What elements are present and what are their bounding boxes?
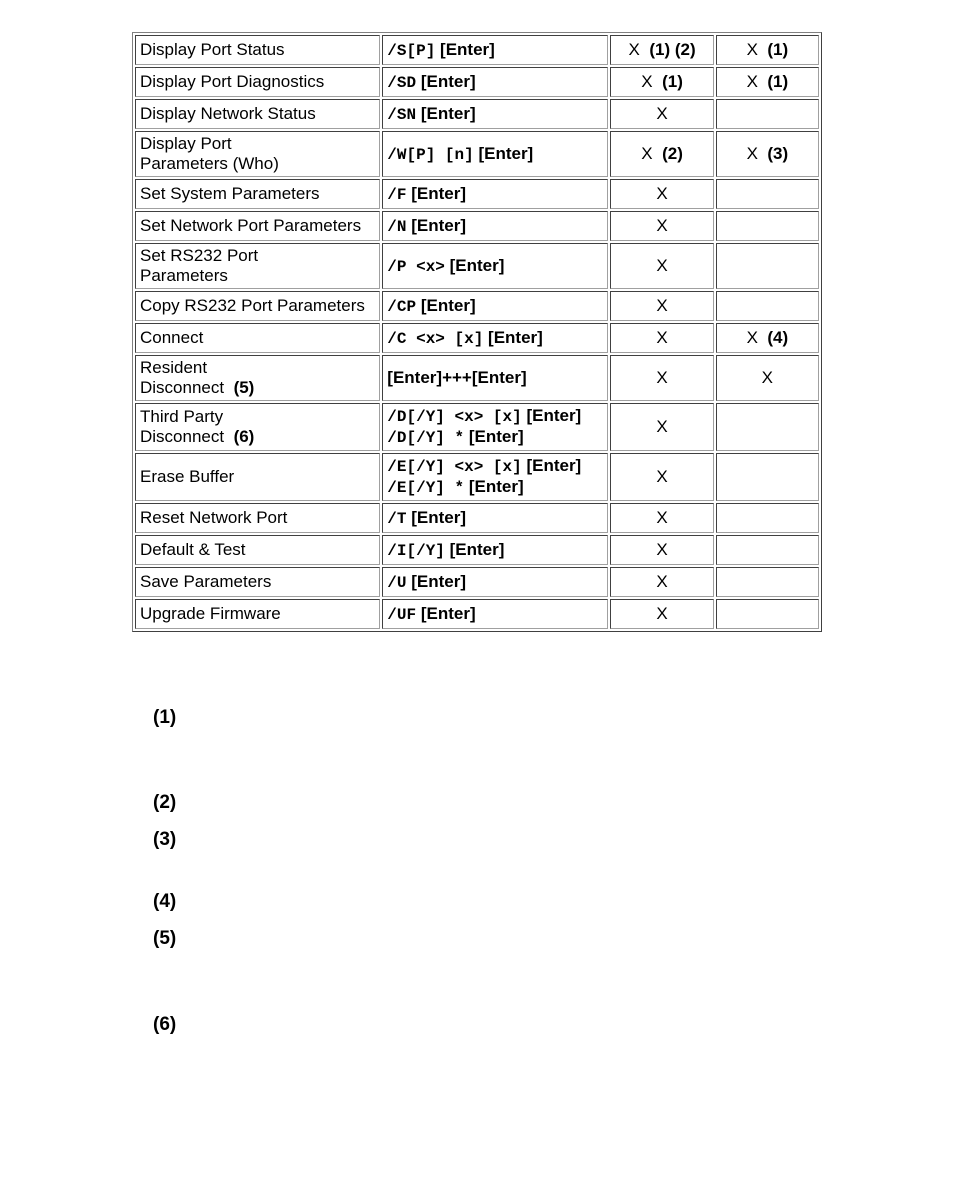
footnote-ref: (2)	[662, 144, 683, 163]
command-cell	[382, 535, 608, 565]
command-line	[387, 216, 603, 237]
table-row	[135, 323, 819, 353]
table-row	[135, 291, 819, 321]
mark: X	[656, 104, 668, 123]
column-a-cell	[610, 99, 713, 129]
function-cell	[135, 35, 380, 65]
function-label: Resident	[140, 358, 208, 377]
column-b-cell	[716, 323, 819, 353]
column-b-cell	[716, 503, 819, 533]
column-a-cell	[610, 131, 713, 177]
mark: X	[746, 144, 758, 163]
footnote-ref: (1)	[662, 72, 683, 91]
footnote-ref: (1) (2)	[649, 40, 696, 59]
command-key: [Enter]	[416, 71, 476, 91]
command-syntax: /N	[387, 217, 407, 236]
table-row	[135, 403, 819, 451]
column-a-cell	[610, 535, 713, 565]
function-label	[140, 378, 375, 398]
table-row	[135, 503, 819, 533]
command-syntax: /I[/Y]	[387, 541, 445, 560]
column-b-cell	[716, 35, 819, 65]
function-label: Set System Parameters	[140, 184, 320, 203]
command-syntax: /D[/Y] <x> [x]	[387, 408, 522, 426]
function-label: Parameters (Who)	[140, 154, 279, 173]
command-key: [Enter]	[435, 39, 495, 59]
command-line	[387, 256, 603, 277]
function-label: Display Port	[140, 134, 232, 153]
function-cell	[135, 453, 380, 501]
function-label: Display Port Diagnostics	[140, 72, 325, 91]
function-cell	[135, 243, 380, 289]
column-b-cell	[716, 211, 819, 241]
command-syntax: /T	[387, 509, 407, 528]
command-line	[387, 456, 603, 477]
function-cell	[135, 355, 380, 401]
mark: X	[656, 540, 668, 559]
column-b-cell	[716, 567, 819, 597]
column-a-cell	[610, 323, 713, 353]
function-label: Parameters	[140, 266, 228, 285]
mark: X	[641, 72, 653, 91]
command-syntax: /UF	[387, 605, 417, 624]
command-cell	[382, 403, 608, 451]
table-row	[135, 99, 819, 129]
command-cell	[382, 567, 608, 597]
column-b-cell	[716, 453, 819, 501]
function-label: Erase Buffer	[140, 467, 235, 486]
column-b-cell	[716, 131, 819, 177]
mark: X	[656, 256, 668, 275]
mark: X	[656, 572, 668, 591]
mark: X	[628, 40, 640, 59]
command-line	[387, 540, 603, 561]
column-a-cell	[610, 599, 713, 629]
footnote-label: (3)	[153, 829, 177, 850]
function-label	[140, 427, 375, 447]
column-b-cell	[716, 291, 819, 321]
column-b-cell	[716, 403, 819, 451]
function-cell	[135, 67, 380, 97]
table-row	[135, 35, 819, 65]
mark: X	[656, 368, 668, 387]
command-line	[387, 368, 603, 388]
table-row	[135, 599, 819, 629]
command-key: [Enter]	[406, 507, 466, 527]
footnote-ref: (3)	[767, 144, 789, 163]
command-cell	[382, 67, 608, 97]
column-b-cell	[716, 67, 819, 97]
function-cell	[135, 131, 380, 177]
footnote-label: (1)	[153, 707, 177, 728]
command-cell	[382, 179, 608, 209]
footnote-label: (4)	[153, 891, 177, 912]
function-label: Set Network Port Parameters	[140, 216, 362, 235]
function-cell	[135, 179, 380, 209]
command-line	[387, 40, 603, 61]
command-key: [Enter]	[464, 477, 524, 496]
command-cell	[382, 503, 608, 533]
table-row	[135, 243, 819, 289]
command-key: [Enter]	[416, 295, 476, 315]
command-line	[387, 328, 603, 349]
footnote-ref: (4)	[767, 328, 789, 347]
command-table	[132, 32, 822, 632]
command-line	[387, 406, 603, 427]
mark: X	[761, 368, 774, 387]
function-cell	[135, 323, 380, 353]
command-cell	[382, 291, 608, 321]
column-b-cell	[716, 243, 819, 289]
function-cell	[135, 535, 380, 565]
command-line	[387, 427, 603, 448]
mark: X	[656, 184, 668, 203]
function-cell	[135, 403, 380, 451]
command-line	[387, 144, 603, 165]
command-key: [Enter]	[521, 406, 582, 425]
command-line	[387, 184, 603, 205]
function-label: Copy RS232 Port Parameters	[140, 296, 365, 315]
function-label-text: Disconnect	[140, 427, 225, 446]
column-a-cell	[610, 453, 713, 501]
command-key: [Enter]	[483, 327, 543, 347]
command-key: [Enter]	[406, 183, 466, 203]
table-row	[135, 535, 819, 565]
command-syntax: /E[/Y] <x> [x]	[387, 458, 522, 476]
column-a-cell	[610, 67, 713, 97]
column-a-cell	[610, 403, 713, 451]
command-syntax: /U	[387, 573, 407, 592]
command-syntax: /SN	[387, 105, 417, 124]
command-syntax: /S[P]	[387, 41, 436, 60]
mark: X	[641, 144, 653, 163]
mark: X	[656, 604, 668, 623]
command-syntax: /CP	[387, 297, 417, 316]
column-b-cell	[716, 355, 819, 401]
command-cell	[382, 131, 608, 177]
command-key: [Enter]	[464, 427, 524, 446]
command-cell	[382, 243, 608, 289]
table-row	[135, 179, 819, 209]
footnote-ref: (1)	[767, 72, 789, 91]
function-label: Upgrade Firmware	[140, 604, 281, 623]
command-syntax: /C <x> [x]	[387, 329, 484, 348]
command-key: [Enter]	[416, 603, 476, 623]
command-key: [Enter]	[406, 571, 466, 591]
function-cell	[135, 211, 380, 241]
function-label: Third Party	[140, 407, 224, 426]
table-row	[135, 567, 819, 597]
command-cell	[382, 35, 608, 65]
column-a-cell	[610, 179, 713, 209]
function-label: Display Port Status	[140, 40, 285, 59]
table-row	[135, 453, 819, 501]
command-syntax: /E[/Y] *	[387, 479, 465, 497]
command-line	[387, 477, 603, 498]
mark: X	[656, 296, 668, 315]
function-cell	[135, 503, 380, 533]
command-syntax: /P <x>	[387, 257, 445, 276]
footnote-ref: (6)	[233, 427, 255, 446]
command-key: [Enter]	[416, 103, 476, 123]
function-cell	[135, 599, 380, 629]
function-cell	[135, 99, 380, 129]
footnote-label: (5)	[153, 928, 177, 949]
mark: X	[746, 328, 758, 347]
column-a-cell	[610, 291, 713, 321]
command-key: [Enter]	[406, 215, 466, 235]
command-line	[387, 104, 603, 125]
column-b-cell	[716, 179, 819, 209]
column-a-cell	[610, 355, 713, 401]
command-cell	[382, 453, 608, 501]
column-b-cell	[716, 535, 819, 565]
mark: X	[656, 328, 668, 347]
command-syntax: /SD	[387, 73, 417, 92]
command-syntax: /D[/Y] *	[387, 429, 465, 447]
mark: X	[656, 216, 668, 235]
table-row	[135, 131, 819, 177]
command-cell	[382, 211, 608, 241]
function-label: Display Network Status	[140, 104, 316, 123]
command-syntax: /F	[387, 185, 407, 204]
mark: X	[746, 40, 758, 59]
function-cell	[135, 567, 380, 597]
column-a-cell	[610, 243, 713, 289]
function-label: Save Parameters	[140, 572, 272, 591]
table-row	[135, 355, 819, 401]
mark: X	[746, 72, 758, 91]
command-cell	[382, 599, 608, 629]
mark: X	[656, 467, 668, 486]
command-line	[387, 508, 603, 529]
footnote-ref: (5)	[233, 378, 255, 397]
command-key: [Enter]	[521, 456, 582, 475]
column-a-cell	[610, 503, 713, 533]
column-a-cell	[610, 211, 713, 241]
command-line	[387, 572, 603, 593]
mark: X	[656, 417, 668, 436]
function-label: Set RS232 Port	[140, 246, 259, 265]
command-line	[387, 604, 603, 625]
column-b-cell	[716, 99, 819, 129]
command-key: [Enter]	[444, 539, 505, 559]
footnote-label: (6)	[153, 1014, 177, 1035]
table-row	[135, 67, 819, 97]
column-a-cell	[610, 35, 713, 65]
command-key: [Enter]+++[Enter]	[387, 368, 527, 387]
mark: X	[656, 508, 668, 527]
command-table-body	[135, 35, 819, 629]
column-b-cell	[716, 599, 819, 629]
footnote-ref: (1)	[767, 40, 789, 59]
function-label: Default & Test	[140, 540, 246, 559]
column-a-cell	[610, 567, 713, 597]
command-line	[387, 296, 603, 317]
command-syntax: /W[P] [n]	[387, 145, 474, 164]
function-cell	[135, 291, 380, 321]
command-cell	[382, 355, 608, 401]
function-label-text: Disconnect	[140, 378, 225, 397]
footnote-label: (2)	[153, 792, 177, 813]
command-line	[387, 72, 603, 93]
command-cell	[382, 99, 608, 129]
table-row	[135, 211, 819, 241]
function-label: Reset Network Port	[140, 508, 288, 527]
function-label: Connect	[140, 328, 204, 347]
command-key: [Enter]	[473, 143, 534, 163]
command-key: [Enter]	[444, 255, 505, 275]
command-cell	[382, 323, 608, 353]
